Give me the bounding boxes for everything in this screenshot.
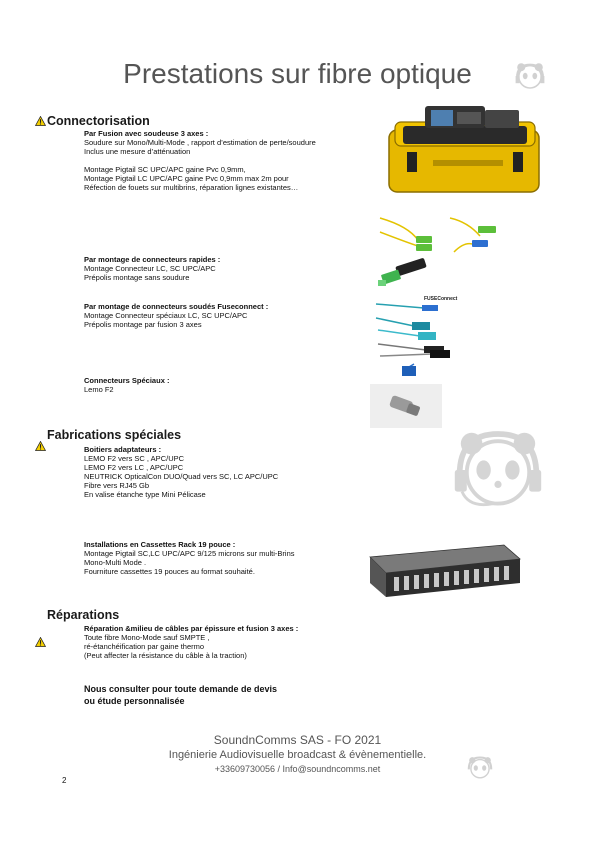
speciaux-block xyxy=(84,376,284,394)
reparations-line: Toute fibre Mono-Mode sauf SMPTE , xyxy=(84,633,210,642)
footer-company: SoundnComms SAS - FO 2021 xyxy=(213,733,382,747)
fusion-subtitle: Par Fusion avec soudeuse 3 axes : xyxy=(84,129,209,138)
boitiers-block xyxy=(84,445,354,499)
boitiers-line: NEUTRICK OpticalCon DUO/Quad vers SC, LC APC/UPC xyxy=(84,472,279,481)
fuseconnect-connectors-image xyxy=(374,300,464,380)
footer-contact: +33609730056 / Info@soundncomms.net xyxy=(214,764,381,774)
fusion-splicer-image xyxy=(385,100,545,196)
cassettes-subtitle: Installations en Cassettes Rack 19 pouce : xyxy=(84,540,236,549)
patch-cord-image xyxy=(378,212,438,254)
boitiers-line: En valise étanche type Mini Pélicase xyxy=(84,490,206,499)
warning-icon xyxy=(35,637,46,647)
fusion-line: Inclus une mesure d’atténuation xyxy=(84,147,191,156)
panda-footer-icon xyxy=(466,754,494,782)
section-heading-reparations: Réparations xyxy=(47,608,120,622)
fusion-block xyxy=(84,129,374,192)
speciaux-subtitle: Connecteurs Spéciaux : xyxy=(84,376,170,385)
warning-icon xyxy=(35,116,46,126)
reparations-subtitle: Réparation &milieu de câbles par épissure et fusion 3 axes : xyxy=(84,624,299,633)
page-title: Prestations sur fibre optique xyxy=(123,58,472,89)
reparations-line: (Peut affecter la résistance du câble à la traction) xyxy=(84,651,247,660)
soudes-subtitle: Par montage de connecteurs soudés Fuseconnect : xyxy=(84,302,269,311)
contact-note-line: ou étude personnalisée xyxy=(84,696,185,706)
rapides-subtitle: Par montage de connecteurs rapides : xyxy=(84,255,221,264)
page-number: 2 xyxy=(62,776,67,785)
patch-cord-image xyxy=(448,212,504,256)
boitiers-line: LEMO F2 vers SC , APC/UPC xyxy=(84,454,185,463)
speciaux-line: Lemo F2 xyxy=(84,385,114,394)
cassettes-block xyxy=(84,540,354,576)
soudes-line: Prépolis montage par fusion 3 axes xyxy=(84,320,202,329)
contact-note-line: Nous consulter pour toute demande de devis xyxy=(84,684,278,694)
lemo-connector-image xyxy=(370,384,442,428)
rack-cassette-image xyxy=(364,543,524,609)
boitiers-line: Fibre vers RJ45 Gb xyxy=(84,481,150,490)
soudes-block xyxy=(84,302,354,329)
reparations-block xyxy=(84,624,364,660)
fast-connector-image xyxy=(376,258,430,294)
footer-tagline: Ingénierie Audiovisuelle broadcast & évènementielle. xyxy=(168,749,427,761)
boitiers-line: LEMO F2 vers LC , APC/UPC xyxy=(84,463,184,472)
rapides-line: Prépolis montage sans soudure xyxy=(84,273,190,282)
cassettes-line: Fourniture cassettes 19 pouces au format souhaité. xyxy=(84,567,255,576)
fusion-line: Montage Pigtail SC UPC/APC gaine Pvc 0,9mm, xyxy=(84,165,246,174)
fusion-line: Soudure sur Mono/Multi-Mode , rapport d’estimation de perte/soudure xyxy=(84,138,316,147)
contact-note xyxy=(84,683,277,707)
rapides-line: Montage Connecteur LC, SC UPC/APC xyxy=(84,264,216,273)
boitiers-subtitle: Boitiers adaptateurs : xyxy=(84,445,162,454)
fuseconnect-logo: FUSEConnect xyxy=(424,296,458,302)
fusion-line xyxy=(84,156,374,165)
panda-logo-icon xyxy=(514,60,546,92)
fusion-line: Réfection de fouets sur multibrins, réparation lignes existantes… xyxy=(84,183,299,192)
section-heading-connectorisation: Connectorisation xyxy=(47,114,150,128)
cassettes-line: Mono-Multi Mode . xyxy=(84,558,147,567)
reparations-line: ré-étanchéification par gaine thermo xyxy=(84,642,205,651)
rapides-block xyxy=(84,255,354,282)
panda-watermark-icon xyxy=(448,422,548,518)
cassettes-line: Montage Pigtail SC,LC UPC/APC 9/125 microns sur multi-Brins xyxy=(84,549,295,558)
warning-icon xyxy=(35,441,46,451)
soudes-line: Montage Connecteur spéciaux LC, SC UPC/APC xyxy=(84,311,248,320)
fusion-line: Montage Pigtail LC UPC/APC gaine Pvc 0,9mm max 2m pour xyxy=(84,174,289,183)
section-heading-fabrications: Fabrications spéciales xyxy=(47,428,182,442)
